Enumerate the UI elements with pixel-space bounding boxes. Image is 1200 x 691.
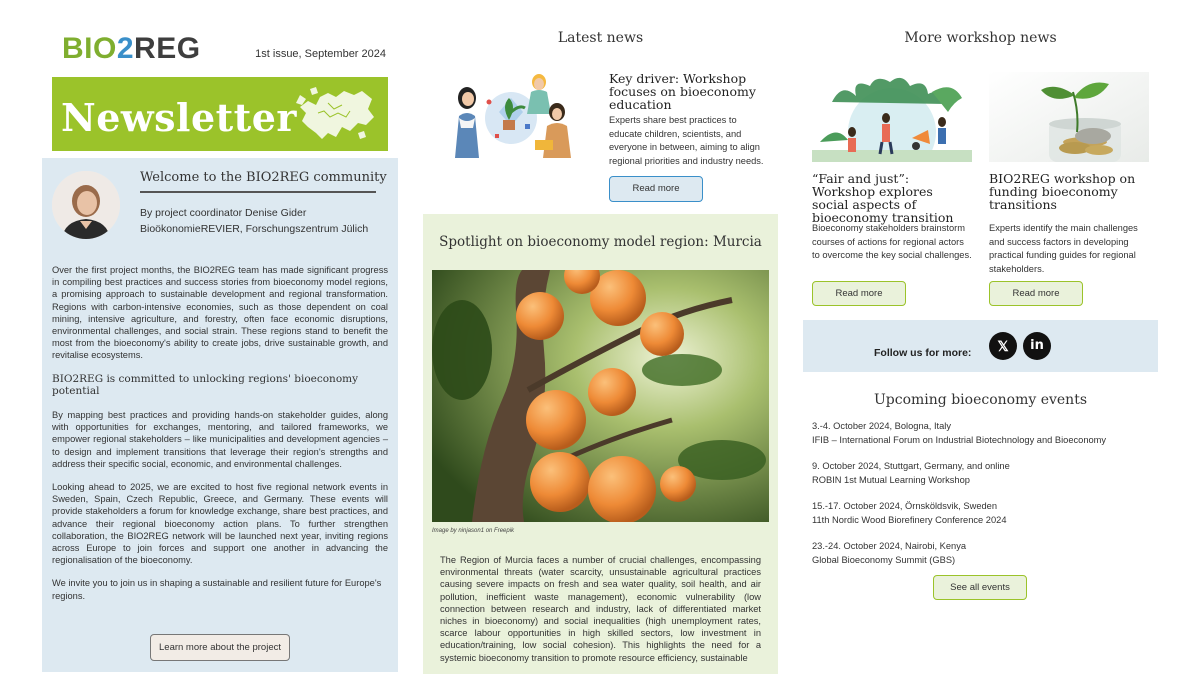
news-title[interactable]: Key driver: Workshop focuses on bioeconomy education bbox=[609, 71, 756, 112]
event-item bbox=[812, 499, 1152, 527]
workshop-card bbox=[989, 72, 1149, 278]
welcome-subheading: BIO2REG is committed to unlocking regions' bioeconomy potential bbox=[52, 372, 359, 397]
event-date: 3.-4. October 2024, Bologna, Italy bbox=[812, 421, 952, 431]
welcome-title: Welcome to the BIO2REG community bbox=[140, 170, 387, 185]
card-summary: Experts identify the main challenges and success factors in developing practical funding guides for regional stakeholders. bbox=[989, 223, 1138, 274]
event-name[interactable]: IFIB – International Forum on Industrial Biotechnology and Bioeconomy bbox=[812, 435, 1107, 445]
europe-map-icon bbox=[288, 83, 380, 145]
right-column bbox=[803, 18, 1158, 658]
welcome-paragraph: We invite you to join us in shaping a sustainable and resilient future for Europe's regions. bbox=[52, 578, 382, 601]
learn-more-button[interactable]: Learn more about the project bbox=[150, 634, 290, 661]
events-heading: Upcoming bioeconomy events bbox=[873, 392, 1088, 408]
apricot-tree-photo bbox=[432, 270, 769, 522]
funding-coins-photo bbox=[989, 72, 1149, 162]
event-name[interactable]: Global Bioeconomy Summit (GBS) bbox=[812, 555, 956, 565]
title-divider bbox=[140, 191, 376, 193]
education-illustration bbox=[439, 68, 581, 164]
welcome-paragraph: Over the first project months, the BIO2REG team has made significant progress in compiling best practices and success stories from bioeconomy model regions, a promising approach to sustainable development and regional transformation. Regions with carbon-intensive economies, such as those dependent on coal mining, intensive agriculture, and forestry, often face economic disruptions, environmental challenges, and social strain. These regions stand to benefit the most from the bioeconomy's ability to create jobs, drive sustainable growth, and revitalise ecosystems. bbox=[52, 265, 388, 361]
fair-just-illustration bbox=[812, 72, 972, 162]
follow-us-bar bbox=[803, 320, 1158, 372]
coordinator-avatar bbox=[52, 171, 120, 239]
card-summary: Bioeconomy stakeholders brainstorm courses of actions for regional actors to overcome the key social challenges. bbox=[812, 223, 972, 260]
left-column bbox=[42, 24, 398, 672]
image-credit: Image by ninjason1 on Freepik bbox=[432, 528, 515, 534]
latest-news-heading: Latest news bbox=[557, 30, 644, 46]
welcome-section bbox=[42, 158, 398, 672]
event-name[interactable]: ROBIN 1st Mutual Learning Workshop bbox=[812, 475, 970, 485]
workshop-card bbox=[812, 72, 972, 278]
x-icon[interactable]: 𝕏 bbox=[989, 332, 1017, 360]
welcome-paragraph: By mapping best practices and providing hands-on stakeholder guides, along with opportunities for exchanges, mentoring, and tailored frameworks, we empower regional stakeholders – like municipalities and development agencies – to design and implement transitions that leverage their region's strengths and address their specific social, economic, and environmental challenges. bbox=[52, 410, 388, 469]
events-list bbox=[812, 419, 1152, 579]
spotlight-heading: Spotlight on bioeconomy model region: Murcia bbox=[439, 234, 762, 250]
spotlight-body: The Region of Murcia faces a number of crucial challenges, encompassing environmental threats (water scarcity, unsustainable agricultural practices causing severe impacts on fresh and sea water quality, soil health, and air pollution, inefficient waste management), economic vulnerability (low connection between research and industry, lack of differentiated market niches in bioeconomy) and social inequalities (high unemployment rates, scarce labour opportunities in high skilled sectors, low investment in education/training, low social cohesion). This highlights the need for a systemic bioeconomy transition to promote resource efficiency, sustainable bbox=[440, 555, 761, 663]
linkedin-icon[interactable]: in bbox=[1023, 332, 1051, 360]
see-all-events-button[interactable]: See all events bbox=[933, 575, 1027, 600]
news-summary: Experts share best practices to educate children, scientists, and everyone in between, aiming to align regional priorities and industry needs. bbox=[609, 115, 764, 166]
event-date: 9. October 2024, Stuttgart, Germany, and online bbox=[812, 461, 1010, 471]
event-date: 15.-17. October 2024, Örnsköldsvik, Sweden bbox=[812, 501, 998, 511]
card-title[interactable]: “Fair and just”: Workshop explores social aspects of bioeconomy transition bbox=[812, 171, 954, 225]
middle-column bbox=[423, 18, 778, 674]
workshop-news-heading: More workshop news bbox=[904, 30, 1057, 46]
read-more-button[interactable]: Read more bbox=[812, 281, 906, 306]
event-name[interactable]: 11th Nordic Wood Biorefinery Conference 2024 bbox=[812, 515, 1007, 525]
byline-affiliation: BioökonomieREVIER, Forschungszentrum Jülich bbox=[140, 223, 369, 235]
byline bbox=[140, 205, 368, 237]
spotlight-section bbox=[423, 214, 778, 674]
welcome-paragraph: Looking ahead to 2025, we are excited to host five regional network events in Sweden, Spain, Czech Republic, Greece, and Germany. These events will provide stakeholders a forum for knowledge exchange, share best practices, and advance their regional bioeconomy action plans. To further strengthen collaboration, the BIO2REG network will be launched next year, inviting regions across Europe to join forces and support one another in advancing the regionalisation of the bioeconomy. bbox=[52, 482, 388, 566]
card-title[interactable]: BIO2REG workshop on funding bioeconomy transitions bbox=[989, 171, 1136, 212]
byline-author: By project coordinator Denise Gider bbox=[140, 207, 307, 219]
newsletter-header bbox=[42, 24, 398, 74]
event-date: 23.-24. October 2024, Nairobi, Kenya bbox=[812, 541, 967, 551]
event-item bbox=[812, 539, 1152, 567]
read-more-button[interactable]: Read more bbox=[989, 281, 1083, 306]
event-item bbox=[812, 459, 1152, 487]
welcome-body bbox=[52, 264, 388, 613]
read-more-button[interactable]: Read more bbox=[609, 176, 703, 202]
banner-title: Newsletter bbox=[61, 95, 297, 140]
follow-label: Follow us for more: bbox=[874, 347, 972, 359]
bio2reg-logo[interactable]: BIO2REG bbox=[62, 32, 201, 65]
event-item bbox=[812, 419, 1152, 447]
issue-label: 1st issue, September 2024 bbox=[255, 48, 386, 60]
newsletter-banner bbox=[52, 77, 388, 151]
